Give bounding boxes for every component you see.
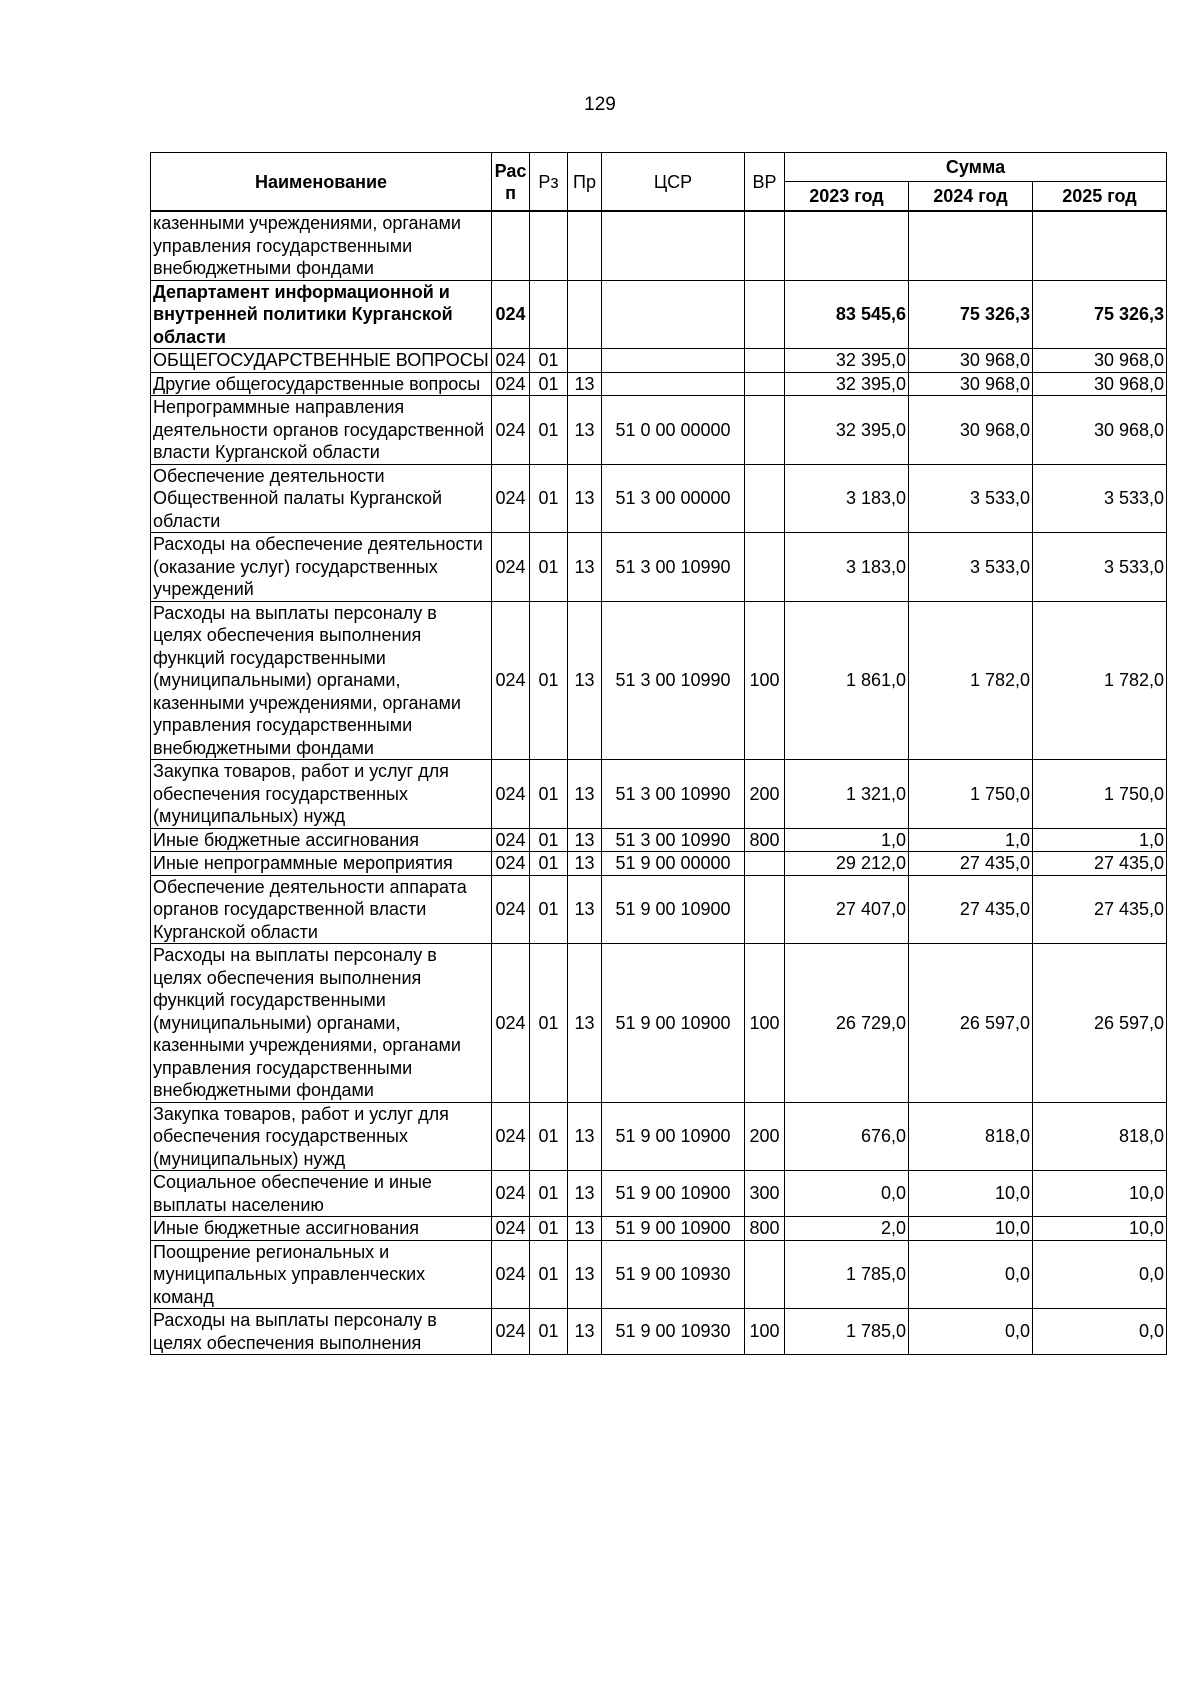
row-vr: [745, 396, 785, 465]
row-vr: 100: [745, 944, 785, 1103]
row-pr: [568, 280, 602, 349]
row-2024: 30 968,0: [909, 396, 1033, 465]
row-rz: 01: [530, 1217, 568, 1241]
row-2025: 1 782,0: [1033, 601, 1167, 760]
row-2025: 30 968,0: [1033, 396, 1167, 465]
row-2025: 0,0: [1033, 1240, 1167, 1309]
row-csr: 51 3 00 00000: [602, 464, 745, 533]
row-2023: 676,0: [785, 1102, 909, 1171]
row-rasp: 024: [492, 1240, 530, 1309]
row-rz: [530, 280, 568, 349]
row-rz: [530, 211, 568, 280]
row-vr: [745, 875, 785, 944]
row-2025: 30 968,0: [1033, 349, 1167, 373]
row-rasp: 024: [492, 601, 530, 760]
row-vr: [745, 464, 785, 533]
row-pr: 13: [568, 760, 602, 829]
row-rasp: 024: [492, 852, 530, 876]
row-2025: 3 533,0: [1033, 533, 1167, 602]
table-row: [151, 1240, 1167, 1309]
row-csr: 51 0 00 00000: [602, 396, 745, 465]
row-vr: [745, 372, 785, 396]
row-rasp: 024: [492, 396, 530, 465]
row-rz: 01: [530, 1309, 568, 1355]
row-rasp: 024: [492, 760, 530, 829]
row-csr: 51 9 00 10900: [602, 944, 745, 1103]
row-2023: 32 395,0: [785, 396, 909, 465]
header-csr: ЦСР: [602, 153, 745, 212]
row-name: Закупка товаров, работ и услуг для обеспечения государственных (муниципальных) нужд: [151, 1102, 492, 1171]
row-2024: 10,0: [909, 1217, 1033, 1241]
row-2025: 10,0: [1033, 1171, 1167, 1217]
row-rasp: 024: [492, 828, 530, 852]
row-pr: 13: [568, 828, 602, 852]
row-vr: 300: [745, 1171, 785, 1217]
row-2024: 10,0: [909, 1171, 1033, 1217]
row-pr: 13: [568, 601, 602, 760]
row-rz: 01: [530, 601, 568, 760]
row-vr: [745, 211, 785, 280]
row-name: Закупка товаров, работ и услуг для обеспечения государственных (муниципальных) нужд: [151, 760, 492, 829]
row-2023: 1,0: [785, 828, 909, 852]
row-vr: [745, 1240, 785, 1309]
row-vr: [745, 349, 785, 373]
table-row: [151, 349, 1167, 373]
row-vr: 200: [745, 760, 785, 829]
page-number: 129: [584, 94, 616, 115]
row-2024: 0,0: [909, 1309, 1033, 1355]
row-2024: 1 782,0: [909, 601, 1033, 760]
row-csr: [602, 280, 745, 349]
row-vr: 100: [745, 1309, 785, 1355]
row-csr: 51 9 00 10930: [602, 1240, 745, 1309]
row-name: казенными учреждениями, органами управления государственными внебюджетными фондами: [151, 211, 492, 280]
row-rasp: 024: [492, 1217, 530, 1241]
row-csr: [602, 349, 745, 373]
row-2024: 818,0: [909, 1102, 1033, 1171]
row-name: Другие общегосударственные вопросы: [151, 372, 492, 396]
row-2025: [1033, 211, 1167, 280]
row-rasp: 024: [492, 944, 530, 1103]
table-row: [151, 828, 1167, 852]
table-row: [151, 1102, 1167, 1171]
row-rasp: 024: [492, 349, 530, 373]
row-csr: 51 9 00 10900: [602, 1171, 745, 1217]
row-2024: 27 435,0: [909, 852, 1033, 876]
row-2025: 27 435,0: [1033, 875, 1167, 944]
row-rz: 01: [530, 944, 568, 1103]
row-vr: [745, 280, 785, 349]
row-vr: [745, 852, 785, 876]
table-row: [151, 944, 1167, 1103]
row-pr: 13: [568, 944, 602, 1103]
row-rz: 01: [530, 464, 568, 533]
row-pr: 13: [568, 1309, 602, 1355]
row-rasp: 024: [492, 1309, 530, 1355]
row-rz: 01: [530, 1171, 568, 1217]
table-row: [151, 533, 1167, 602]
row-pr: 13: [568, 464, 602, 533]
row-rasp: 024: [492, 1102, 530, 1171]
row-2024: [909, 211, 1033, 280]
row-rz: 01: [530, 349, 568, 373]
row-2024: 26 597,0: [909, 944, 1033, 1103]
row-2023: 83 545,6: [785, 280, 909, 349]
row-name: Иные непрограммные мероприятия: [151, 852, 492, 876]
row-pr: 13: [568, 875, 602, 944]
row-rasp: 024: [492, 1171, 530, 1217]
row-rz: 01: [530, 852, 568, 876]
row-2025: 30 968,0: [1033, 372, 1167, 396]
table-row: [151, 1309, 1167, 1355]
row-vr: 800: [745, 1217, 785, 1241]
row-csr: 51 9 00 10900: [602, 875, 745, 944]
row-name: Расходы на обеспечение деятельности (оказание услуг) государственных учреждений: [151, 533, 492, 602]
row-2025: 75 326,3: [1033, 280, 1167, 349]
row-rz: 01: [530, 533, 568, 602]
row-pr: 13: [568, 852, 602, 876]
header-rz: Рз: [530, 153, 568, 212]
row-pr: 13: [568, 1171, 602, 1217]
row-pr: [568, 349, 602, 373]
row-name: Иные бюджетные ассигнования: [151, 828, 492, 852]
row-rz: 01: [530, 760, 568, 829]
table-row: [151, 852, 1167, 876]
row-rasp: 024: [492, 875, 530, 944]
row-name: Расходы на выплаты персоналу в целях обеспечения выполнения функций государственными (муниципальными) органами, казенными учреждениями, органами управления государственными внебюджетными фондами: [151, 601, 492, 760]
header-vr: ВР: [745, 153, 785, 212]
row-csr: 51 3 00 10990: [602, 828, 745, 852]
row-name: Непрограммные направления деятельности органов государственной власти Курганской области: [151, 396, 492, 465]
row-2023: 1 785,0: [785, 1240, 909, 1309]
row-name: Расходы на выплаты персоналу в целях обеспечения выполнения функций государственными (муниципальными) органами, казенными учреждениями, органами управления государственными внебюджетными фондами: [151, 944, 492, 1103]
row-2023: 32 395,0: [785, 372, 909, 396]
row-2023: 0,0: [785, 1171, 909, 1217]
row-rasp: 024: [492, 533, 530, 602]
row-name: ОБЩЕГОСУДАРСТВЕННЫЕ ВОПРОСЫ: [151, 349, 492, 373]
table-row: [151, 601, 1167, 760]
row-csr: [602, 372, 745, 396]
row-rz: 01: [530, 1102, 568, 1171]
row-rz: 01: [530, 396, 568, 465]
row-2023: 27 407,0: [785, 875, 909, 944]
row-pr: 13: [568, 372, 602, 396]
row-2025: 10,0: [1033, 1217, 1167, 1241]
header-2025: 2025 год: [1033, 182, 1167, 212]
row-rasp: 024: [492, 280, 530, 349]
row-2023: 1 861,0: [785, 601, 909, 760]
header-pr: Пр: [568, 153, 602, 212]
table-row: [151, 211, 1167, 280]
row-2024: 27 435,0: [909, 875, 1033, 944]
row-rz: 01: [530, 828, 568, 852]
header-rasp: Рас п: [492, 153, 530, 212]
row-rz: 01: [530, 875, 568, 944]
row-rasp: 024: [492, 372, 530, 396]
row-name: Социальное обеспечение и иные выплаты населению: [151, 1171, 492, 1217]
row-vr: 800: [745, 828, 785, 852]
table-row: [151, 875, 1167, 944]
row-2024: 30 968,0: [909, 349, 1033, 373]
row-csr: 51 3 00 10990: [602, 533, 745, 602]
row-csr: 51 9 00 00000: [602, 852, 745, 876]
row-rasp: [492, 211, 530, 280]
row-2025: 27 435,0: [1033, 852, 1167, 876]
row-2023: 3 183,0: [785, 533, 909, 602]
row-csr: 51 9 00 10930: [602, 1309, 745, 1355]
row-rasp: 024: [492, 464, 530, 533]
row-csr: [602, 211, 745, 280]
row-csr: 51 3 00 10990: [602, 601, 745, 760]
row-2023: 26 729,0: [785, 944, 909, 1103]
row-2024: 3 533,0: [909, 464, 1033, 533]
row-2024: 75 326,3: [909, 280, 1033, 349]
row-pr: 13: [568, 1217, 602, 1241]
row-2023: 1 321,0: [785, 760, 909, 829]
row-2024: 3 533,0: [909, 533, 1033, 602]
table-row: [151, 1171, 1167, 1217]
row-2024: 1,0: [909, 828, 1033, 852]
row-2024: 1 750,0: [909, 760, 1033, 829]
table-body: [151, 211, 1167, 1355]
row-csr: 51 9 00 10900: [602, 1102, 745, 1171]
row-2023: [785, 211, 909, 280]
row-2025: 3 533,0: [1033, 464, 1167, 533]
row-pr: [568, 211, 602, 280]
row-vr: 100: [745, 601, 785, 760]
row-2023: 1 785,0: [785, 1309, 909, 1355]
row-csr: 51 9 00 10900: [602, 1217, 745, 1241]
row-name: Обеспечение деятельности Общественной палаты Курганской области: [151, 464, 492, 533]
table-header: [151, 153, 1167, 212]
header-sum: Сумма: [785, 153, 1167, 182]
row-2025: 26 597,0: [1033, 944, 1167, 1103]
table-row: [151, 1217, 1167, 1241]
row-name: Обеспечение деятельности аппарата органов государственной власти Курганской области: [151, 875, 492, 944]
row-2025: 0,0: [1033, 1309, 1167, 1355]
row-2024: 0,0: [909, 1240, 1033, 1309]
row-name: Расходы на выплаты персоналу в целях обеспечения выполнения: [151, 1309, 492, 1355]
row-2023: 29 212,0: [785, 852, 909, 876]
row-vr: [745, 533, 785, 602]
row-name: Департамент информационной и внутренней политики Курганской области: [151, 280, 492, 349]
row-vr: 200: [745, 1102, 785, 1171]
row-pr: 13: [568, 1240, 602, 1309]
row-2025: 818,0: [1033, 1102, 1167, 1171]
table-row: [151, 464, 1167, 533]
row-2023: 2,0: [785, 1217, 909, 1241]
row-csr: 51 3 00 10990: [602, 760, 745, 829]
row-2023: 3 183,0: [785, 464, 909, 533]
row-2025: 1,0: [1033, 828, 1167, 852]
table-row: [151, 280, 1167, 349]
row-name: Поощрение региональных и муниципальных управленческих команд: [151, 1240, 492, 1309]
header-name: Наименование: [151, 153, 492, 212]
row-pr: 13: [568, 1102, 602, 1171]
row-rz: 01: [530, 1240, 568, 1309]
row-2024: 30 968,0: [909, 372, 1033, 396]
row-pr: 13: [568, 533, 602, 602]
table-row: [151, 372, 1167, 396]
header-2024: 2024 год: [909, 182, 1033, 212]
row-2023: 32 395,0: [785, 349, 909, 373]
budget-table: [150, 152, 1167, 1355]
row-rz: 01: [530, 372, 568, 396]
table-row: [151, 760, 1167, 829]
row-pr: 13: [568, 396, 602, 465]
row-2025: 1 750,0: [1033, 760, 1167, 829]
table-row: [151, 396, 1167, 465]
row-name: Иные бюджетные ассигнования: [151, 1217, 492, 1241]
header-2023: 2023 год: [785, 182, 909, 212]
